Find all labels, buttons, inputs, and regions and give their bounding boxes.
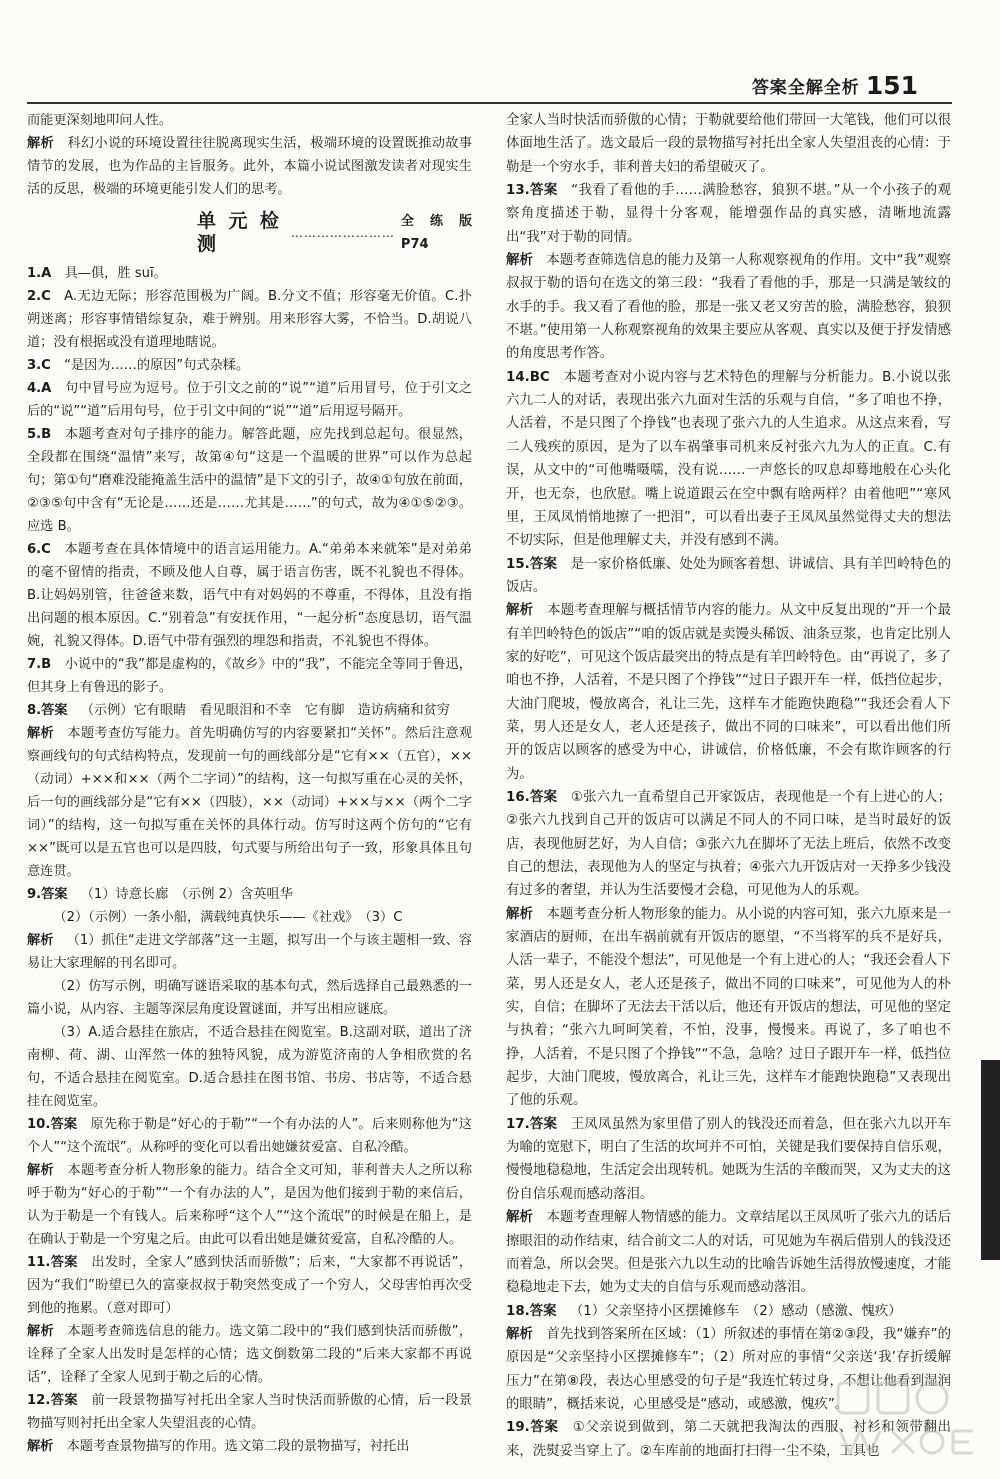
- answer-paragraph: [27, 354, 472, 377]
- answer-label: 17.答案: [506, 1116, 558, 1132]
- answer-label: 解析: [506, 1326, 533, 1342]
- answer-paragraph: [27, 132, 472, 201]
- answer-text: “我看了看他的手……满脸愁容，狼狈不堪。”从一个小孩子的观察角度描述于勒，显得十分客观，能增强作品的真实感，清晰地流露出“我”对于勒的同情。: [506, 183, 951, 245]
- answer-paragraph: [27, 538, 472, 653]
- answer-paragraph: [27, 1320, 472, 1389]
- answer-text: （1）抓住“走进文学部落”这一主题，拟写出一个与该主题相一致、容易让大家理解的刊名即可。: [27, 933, 472, 971]
- answer-label: 解析: [27, 933, 54, 948]
- answer-text: 本题考查仿写能力。首先明确仿写的内容要紧扣“关怀”。然后注意观察画线句的句式结构特点，发现前一句的画线部分是“它有××（五官），××（动词）+××和××（两个二字词）”的结构，这一句拟写重在心灵的关怀，后一句的画线部分是“它有××（四肢），××（动词）+××与××（两个二字词）”的结构，这一句拟写重在关怀的具体行动。仿写时这两个仿句的“它有××”既可以是五官也可以是四肢，句式要与所给出句子一致，形象具体且句意连贯。: [27, 726, 473, 879]
- answer-text: 是一家价格低廉、处处为顾客着想、讲诚信、具有羊凹岭特色的饭店。: [506, 556, 951, 595]
- answer-paragraph: [27, 883, 472, 906]
- answer-label: 5.B: [27, 427, 52, 442]
- answer-label: 18.答案: [506, 1303, 557, 1319]
- answer-paragraph: [27, 1113, 472, 1159]
- section-reference: 全练版 P74: [400, 214, 472, 252]
- answer-text: 本题考查理解人物情感的能力。文章结尾以王凤凤听了张六九的话后擦眼泪的动作结束，结合前文二人的对话，可见她为车祸后借别人的钱没还而着急，所以会哭。但是张六九以生动的比喻告诉她生活得放慢速度，才能稳稳地走下去，她为丈夫的自信与乐观而感动落泪。: [506, 1210, 952, 1296]
- answer-paragraph: [506, 599, 951, 786]
- right-column: [506, 109, 951, 1463]
- answer-paragraph: [27, 109, 472, 132]
- section-leader-dots: ……………………: [290, 225, 395, 240]
- answer-paragraph: [506, 1300, 951, 1323]
- answer-paragraph: [27, 377, 472, 423]
- answer-paragraph: [27, 699, 472, 722]
- answer-paragraph: [27, 1435, 472, 1458]
- answer-text: （2）（示例）一条小船，满载纯真快乐——《社戏》 （3）C: [53, 910, 403, 925]
- answer-text: “是因为……的原因”句式杂糅。: [64, 358, 250, 373]
- answer-text: 本题考查筛选信息的能力及第一人称观察视角的作用。文中“我”观察叔叔于勒的语句在选文的第三段：“我看了看他的手，那是一只满是皱纹的水手的手。我又看了看他的脸，那是一张又老又穷苦的脸，满脸愁容，狼狈不堪。”使用第一人称观察视角的效果主要应从客观、真实以及便于抒发情感的角度思考作答。: [506, 253, 952, 362]
- watermark-logo-icon: [820, 1375, 980, 1465]
- answer-paragraph: [506, 1113, 951, 1206]
- answer-text: 前一段景物描写衬托出全家人当时快活而骄傲的心情，后一段景物描写则衬托出全家人失望沮丧的心情。: [27, 1393, 472, 1431]
- answer-paragraph: [27, 929, 472, 975]
- watermark-logo: [820, 1375, 980, 1465]
- answer-paragraph: [27, 653, 472, 699]
- answer-label: 8.答案: [27, 703, 68, 718]
- answer-paragraph: [506, 179, 951, 249]
- answer-label: 19.答案: [506, 1420, 559, 1436]
- answer-text: （1）父亲坚持小区摆摊修车 （2）感动（感激、愧疚）: [569, 1303, 902, 1319]
- answer-label: 3.C: [27, 358, 51, 373]
- answer-label: 解析: [506, 1210, 533, 1226]
- answer-label: 解析: [27, 136, 54, 151]
- answer-label: 1.A: [27, 266, 52, 281]
- answer-text: 本题考查分析人物形象的能力。结合全文可知，菲利普夫人之所以称呼于勒为“好心的于勒”“一个有办法的人”，是因为他们接到于勒的来信后，认为于勒是一个有钱人。后来称呼“这个人”“这个流氓”的时候是在船上，是在确认于勒是一个穷鬼之后。由此可以看出她是嫌贫爱富，自私冷酷的人。: [27, 1163, 473, 1247]
- answer-text: （2）仿写示例，明确写谜语采取的基本句式，然后选择自己最熟悉的一篇小说，从内容、主题等深层角度设置谜面，并写出相应谜底。: [27, 979, 472, 1017]
- answer-paragraph: [506, 109, 951, 179]
- answer-text: 句中冒号应为逗号。位于引文之前的“说”“道”后用冒号，位于引文之后的“说”“道”后用句号，位于引文中间的“说”“道”后用逗号隔开。: [27, 381, 472, 419]
- answer-label: 解析: [27, 1439, 54, 1454]
- answer-label: 6.C: [27, 542, 51, 557]
- answer-text: 本题考查筛选信息的能力。选文第二段中的“我们感到快活而骄傲”，诠释了全家人出发时是怎样的心情；选文倒数第二段的“后来大家都不再说话”，诠释了全家人见到于勒之后的心情。: [27, 1324, 473, 1385]
- edge-tab-marker: [981, 1060, 1000, 1260]
- answer-label: 解析: [27, 726, 54, 741]
- section-heading: [197, 210, 472, 256]
- answer-paragraph: [27, 1389, 472, 1435]
- header-divider: [27, 102, 952, 104]
- answer-label: 16.答案: [506, 789, 558, 805]
- answer-label: 11.答案: [27, 1255, 78, 1270]
- answer-label: 解析: [506, 603, 534, 619]
- section-title: 单元检测: [197, 210, 281, 255]
- answer-paragraph: [27, 262, 472, 285]
- answer-paragraph: [506, 1206, 951, 1299]
- answer-text: A.无边无际；形容范围极为广阔。B.分文不值；形容毫无价值。C.扑朔迷离；形容事情错综复杂，难于辨别。用来形容大雾，不恰当。D.胡说八道；没有根据或没有道理地瞎说。: [27, 289, 472, 350]
- answer-label: 10.答案: [27, 1117, 78, 1132]
- answer-label: 14.BC: [506, 369, 550, 385]
- answer-label: 13.答案: [506, 183, 558, 199]
- header-title: 答案全解全析: [751, 78, 860, 98]
- answer-text: 首先找到答案所在区域：（1）所叙述的事情在第②③段，我“嫌弃”的原因是“父亲坚持小区摆摊修车”；（2）所对应的事情“父亲送‘我’存折缓解压力”在第⑧段，表达心里感受的句子是“我连忙转过身，不想让他看到湿润的眼睛”，概括来说，心里感受是“感动，或感激，愧疚”。: [506, 1326, 952, 1412]
- page-number: 151: [865, 71, 918, 100]
- answer-label: 7.B: [27, 657, 52, 672]
- answer-text: ①张六九一直希望自己开家饭店，表现他是一个有上进心的人；②张六九找到自己开的饭店可以满足不同人的不同口味，是当时最好的饭店，表现他厨艺好，为人自信；③张六九在脚坏了无法上班后，依然不改变自己的想法，表现他为人的坚定与执着；④张六九开饭店对一天挣多少钱没有过多的奢望，并认为生活要慢才会稳，可见他为人的乐观。: [506, 789, 951, 899]
- answer-text: （3）A.适合悬挂在旅店，不适合悬挂在阅览室。B.这副对联，道出了济南柳、荷、湖、山浑然一体的独特风貌，成为游览济南的人争相欣赏的名句，不适合悬挂在阅览室。D.适合悬挂在图书馆、书房、书店等，不适合悬挂在阅览室。: [27, 1025, 472, 1109]
- answer-text: （1）诗意长廊 （示例 2）含英咀华: [80, 887, 293, 902]
- answer-text: （示例）它有眼睛 看见眼泪和不幸 它有脚 造访病痛和贫穷: [80, 703, 450, 718]
- answer-label: 15.答案: [506, 556, 558, 572]
- answer-label: 解析: [27, 1163, 54, 1178]
- answer-paragraph: [27, 1159, 472, 1251]
- answer-label: 解析: [27, 1324, 54, 1339]
- answer-text: 全家人当时快活而骄傲的心情；于勒就要给他们带回一大笔钱，他们可以很体面地生活了。选文最后一段的景物描写衬托出全家人失望沮丧的心情：于勒是一个穷水手，菲利普夫妇的希望破灭了。: [506, 113, 951, 175]
- left-column: [27, 109, 472, 1458]
- answer-label: 12.答案: [27, 1393, 78, 1408]
- answer-text: 本题考查对小说内容与艺术特色的理解与分析能力。B.小说以张六九二人的对话，表现出张六九面对生活的乐观与自信，“多了咱也不挣，人活着，不是只图了个挣钱”也表现了张六九的人生追求。从这点来看，写二人残疾的原因，是为了以车祸肇事司机来反衬张六九为人的正直。C.有误，从文中的“可他嘴嗫嚅，没有说……一声悠长的叹息却蓦地般在心头化开，也无奈，也欣慰。嘴上说道跟云在空中飘有啥两样？由着他吧”“寒风里，王凤凤悄悄地擦了一把泪”，可以看出妻子王凤凤虽然觉得丈夫的想法不切实际，但是他理解丈夫，并没有感到不满。: [506, 369, 951, 549]
- answer-label: 解析: [506, 253, 533, 269]
- answer-paragraph: [506, 366, 951, 553]
- answer-paragraph: [27, 423, 472, 538]
- answer-text: 科幻小说的环境设置往往脱离现实生活，极端环境的设置既推动故事情节的发展，也为作品的主旨服务。此外，本篇小说试图激发读者对现实生活的反思，极端的环境更能引发人们的思考。: [27, 136, 473, 197]
- answer-text: 本题考查在具体情境中的语言运用能力。A.“弟弟本来就笨”是对弟弟的毫不留情的指责，不顾及他人自尊，属于语言伤害，既不礼貌也不得体。B.让妈妈别管，往爸爸来数，语气中有对妈妈的不尊重，不得体，且没有指出问题的根本原因。C.“别着急”有安抚作用，“一起分析”态度恳切，语气温婉，礼貌又得体。D.语气中带有强烈的埋怨和指责，不礼貌也不得体。: [27, 542, 472, 649]
- answer-text: 具—俱，胜 suī。: [64, 266, 167, 281]
- answer-paragraph: [27, 906, 472, 929]
- answer-text: 而能更深刻地叩问人性。: [27, 113, 173, 128]
- answer-paragraph: [506, 553, 951, 600]
- answer-paragraph: [27, 975, 472, 1021]
- answer-text: 本题考查对句子排序的能力。解答此题，应先找到总起句。很显然，全段都在围绕“温情”来写，故第④句“这是一个温暖的世界”可以作为总起句；第①句“磨难没能掩盖生活中的温情”是下文的引子，故④①句放在前面，②③⑤句中含有“无论是……还是……尤其是……”的句式，故为④①⑤②③。应选 B。: [27, 427, 472, 534]
- answer-paragraph: [27, 722, 472, 883]
- answer-text: 本题考查景物描写的作用。选文第二段的景物描写，衬托出: [66, 1439, 410, 1454]
- answer-text: 原先称于勒是“好心的于勒”“一个有办法的人”。后来则称他为“这个人”“这个流氓”。从称呼的变化可以看出她嫌贫爱富、自私冷酷。: [27, 1117, 472, 1155]
- answer-text: ①父亲说到做到，第二天就把我淘汰的西服、衬衫和领带翻出来，洗熨妥当穿上了。②车库前的地面打扫得一尘不染，工具也: [506, 1420, 951, 1459]
- answer-paragraph: [27, 285, 472, 354]
- answer-label: 解析: [506, 906, 533, 922]
- answer-text: 出发时，全家人“感到快活而骄傲”；后来，“大家都不再说话”，因为“我们”盼望已久的富豪叔叔于勒突然变成了一个穷人，父母害怕再次受到他的拖累。（意对即可）: [27, 1255, 472, 1316]
- answer-paragraph: [27, 1021, 472, 1113]
- answer-paragraph: [506, 903, 951, 1113]
- answer-text: 小说中的“我”都是虚构的，《故乡》中的“我”，不能完全等同于鲁迅，但其身上有鲁迅的影子。: [27, 657, 472, 695]
- answer-text: 本题考查分析人物形象的能力。从小说的内容可知，张六九原来是一家酒店的厨师，在出车祸前就有开饭店的愿望，“不当将军的兵不是好兵，人活一辈子，不能没个想法”，可见他是一个有上进心的人；“我还会看人下菜，男人还是女人，老人还是孩子，做出不同的口味来”，可见他为人的朴实，自信；在脚坏了无法去干活以后，他还有开饭店的想法，可见他的坚定与执着；“张六九呵呵笑着，不怕，没事，慢慢来。再说了，多了咱也不挣，人活着，不是只图了个挣钱”“不急，急啥？过日子跟开车一样，低挡位起步，大油门爬坡，慢放离合，礼让三先，这样车才能跑快跑稳”又表现出了他的乐观。: [506, 906, 952, 1109]
- answer-paragraph: [506, 249, 951, 366]
- answer-label: 9.答案: [27, 887, 68, 902]
- answer-paragraph: [506, 786, 951, 903]
- answer-label: 4.A: [27, 381, 52, 396]
- answer-label: 2.C: [27, 289, 51, 304]
- answer-text: 王凤凤虽然为家里借了别人的钱没还而着急，但在张六九以开车为喻的宽慰下，明白了生活的坎坷并不可怕，关键是我们要保持自信乐观，慢慢地稳稳地，生活定会出现转机。她既为生活的辛酸而哭，又为丈夫的这份自信乐观而感动落泪。: [506, 1116, 951, 1202]
- page-header: [752, 70, 918, 98]
- answer-paragraph: [27, 1251, 472, 1320]
- answer-text: 本题考查理解与概括情节内容的能力。从文中反复出现的“开一个最有羊凹岭特色的饭店”“咱的饭店就是卖馒头稀饭、油条豆浆，也肯定比别人家的好吃”，可见这个饭店最突出的特点是有羊凹岭特色。由“再说了，多了咱也不挣，人活着，不是只图了个挣钱”“过日子跟开车一样，低挡位起步，大油门爬坡，慢放离合，礼让三先，这样车才能跑快跑稳”“我还会看人下菜，男人还是女人，老人还是孩子，做出不同的口味来”，可以看出他们所开的饭店以顾客的感受为中心，讲诚信，价格低廉，不会有欺诈顾客的行为。: [506, 603, 952, 782]
